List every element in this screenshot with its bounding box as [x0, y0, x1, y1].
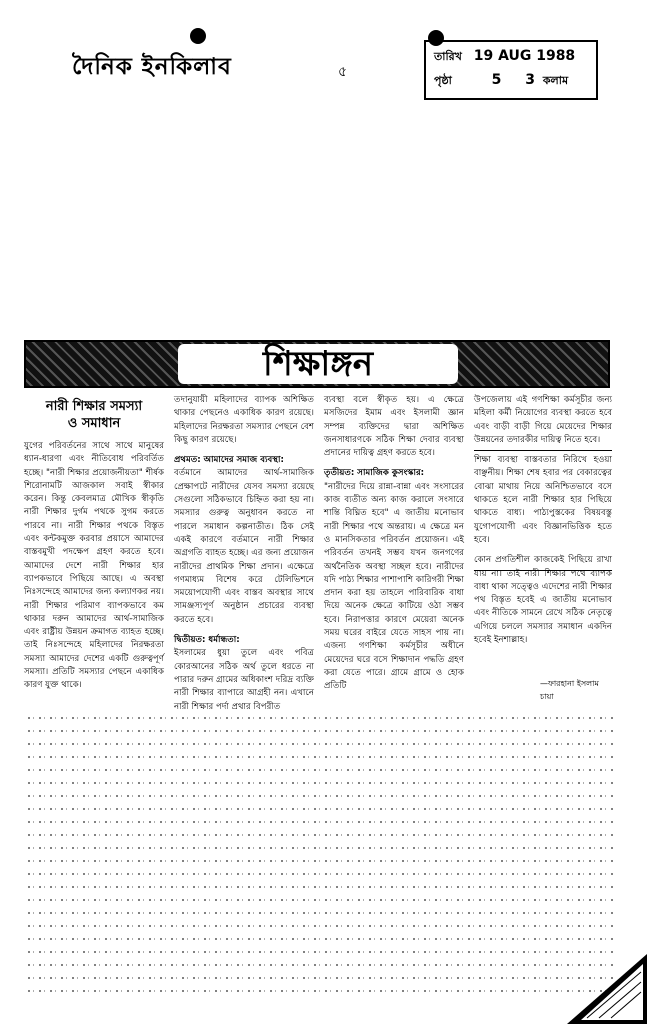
column-2-text-b: বর্তমানে আমাদের আর্থ-সামাজিক প্রেক্ষাপটে নারীদের যেসব সমস্যা রয়েছে সেগুলো সঠিকভাবে চিহ্নিত করা হয় না। সমস্যার গুরুত্ব অনুধাবন করতে না পারলে সমাধান কল্পনাতীত। ঠিক সেই একই কারণে বর্তমানে নারী শিক্ষার অগ্রগতি ব্যাহত হচ্ছে। এর জন্য প্রয়োজন নারীদের প্রাথমিক শিক্ষা প্রদান। এক্ষেত্রে গণমাধ্যম বিশেষ করে টেলিভিশনে সময়োপযোগী এবং বাস্তব অবস্থার সাথে সামঞ্জস্যপূর্ণ অনুষ্ঠান প্রচারের ব্যবস্থা করতে হবে। — [174, 468, 314, 625]
column-4-text-b: শিক্ষা ব্যবস্থা বাস্তবতার নিরিখে হওয়া বাঞ্ছনীয়। শিক্ষা শেষ হবার পর বেকারত্বের বোঝা মাথায় নিয়ে অনিশ্চিতভাবে বসে থাকতে হলে নারী শিক্ষার হার পিছিয়ে থাকতে বাধ্য। পাঠ্যপুস্তকের বিষয়বস্তু যুগোপযোগী এবং বিজ্ঞানভিত্তিক হতে হবে। — [474, 455, 612, 545]
punch-hole-left — [190, 28, 206, 44]
handwritten-mark: ৫ — [338, 64, 348, 80]
article-byline: —ফারহানা ইসলাম চায়া — [540, 679, 599, 701]
column-2-text-a: তদানুযায়ী মহিলাদের ব্যাপক অশিক্ষিত থাকার পেছনেও একাধিক কারণ রয়েছে। মহিলাদের নিরক্ষরতা সমস্যার পেছনে বেশ কিছু কারণ রয়েছে। — [174, 395, 314, 445]
section-banner — [24, 340, 610, 388]
banner-title: শিক্ষাঙ্গন — [178, 344, 458, 384]
column-4-text-a: উপজেলায় এই গণশিক্ষা কর্মসূচীর জন্য মহিলা কর্মী নিয়োগের ব্যবস্থা করতে হবে এবং বাড়ী বাড়ী গিয়ে মেয়েদের শিক্ষার উন্নয়নের তদারকীর দায়িত্ব নিতে হবে। — [474, 395, 612, 445]
date-stamp — [424, 40, 598, 100]
stamp-date-value: 19 AUG 1988 — [473, 48, 576, 64]
illegible-faded-text — [28, 712, 614, 992]
article-column-4 — [474, 394, 612, 700]
column-3-text-b: "নারীদের দিয়ে রান্না-বান্না এবং সংসারের কাজ ব্যতীত অন্য কাজ করালে সংসারে শান্তি বিঘ্নিত হবে" এ জাতীয় মনোভাব নারী শিক্ষার পথে অন্তরায়। এ ক্ষেত্রে মন ও মানসিকতার পরিবর্তন প্রয়োজন। এই পরিবর্তন তখনই সম্ভব যখন জনগণের অর্থনৈতিক অবস্থা সচ্ছল হবে। নারীদের যদি পাঠ্য শিক্ষার পাশাপাশি কারিগরী শিক্ষা প্রদান করা হয় তাহলে পারিবারিক বাধা দিয়ে অনেক ক্ষেত্রে কাটিয়ে ওঠা সম্ভব হবে। নিরাপত্তার কারণে মেয়েরা অনেক সময় ঘরের বাইরে যেতে সাহস পায় না। এজন্য গণশিক্ষা কর্মসূচীর অধীনে মেয়েদের ঘরে বসে শিক্ষাদান পদ্ধতি গ্রহণ করা যেতে পারে। গ্রামে গ্রামে ও হোক প্রতিটি — [324, 481, 464, 692]
stamp-column-label: কলাম — [542, 74, 569, 87]
headline-line-1: নারী শিক্ষার সমস্যা — [45, 399, 143, 414]
column-2-text-c: ইসলামের ধুয়া তুলে এবং পবিত্র কোরআনের সঠিক অর্থ তুলে ধরতে না পারার দরুন গ্রামের অধিকাংশ দরিদ্র ব্যক্তি নারী শিক্ষার ব্যাপারে আগ্রহী নন। এখানে নারী শিক্ষার পর্দা প্রথার বিপরীত — [174, 648, 314, 712]
column-3-subhead-1: তৃতীয়ত: সামাজিক কুসংস্কার: — [324, 468, 425, 479]
newspaper-clipping — [20, 338, 612, 712]
stamp-date-row — [434, 48, 575, 67]
stamp-date-label: তারিখ — [434, 50, 462, 63]
stamp-page-row — [434, 72, 568, 91]
article-headline — [24, 398, 164, 432]
article-column-1 — [24, 394, 164, 706]
column-4-divider-1 — [474, 450, 612, 451]
headline-line-2: ও সমাধান — [67, 416, 121, 431]
stamp-page-value: 5 — [491, 72, 502, 88]
article-column-3 — [324, 394, 464, 700]
column-2-subhead-2: দ্বিতীয়ত: ধর্মান্ধতা: — [174, 635, 240, 646]
column-4-text-c: কোন প্রগতিশীল কাজকেই পিছিয়ে রাখা যায় না। তাই নারী শিক্ষার পথে ব্যাপক বাধা থাকা সত্ত্বেও এদেশের নারী শিক্ষার পথ বিস্তৃত হবেই এ জাতীয় মনোভাব এবং নীতিকে সামনে রেখে সঠিক নেতৃত্বে এগিয়ে চললে সমস্যার সমাধান একদিন হবেই ইনশাল্লাহ। — [474, 555, 612, 646]
column-1-text: যুগের পরিবর্তনের সাথে সাথে মানুষের ধ্যান-ধারণা এবং নীতিবোধ পরিবর্তিত হচ্ছে। "নারী শিক্ষার প্রয়োজনীয়তা" শীর্ষক শিরোনামটি আজকাল সবাই স্বীকার করেন। কিন্তু কেবলমাত্র মৌখিক স্বীকৃতি নারী শিক্ষার দুর্গম পথকে সুগম করতে পারবে না। নারী শিক্ষার পথকে বিস্তৃত এবং কন্টকমুক্ত করবার প্রয়াসে আমাদের বাস্তবমুখী পদক্ষেপ গ্রহণ করতে হবে। আমাদের দেশে নারী শিক্ষার হার ব্যাপকভাবে পিছিয়ে আছে। এ অবস্থা নিঃসন্দেহে আমাদের জন্য কল্যাণকর নয়। নারী শিক্ষার পরিমাণ ব্যাপকভাবে কম থাকার দরুন আমাদের আর্থ-সামাজিক এবং রাষ্ট্রীয় উন্নয়ন ক্রমাগত ব্যাহত হচ্ছে। তাই নিঃসন্দেহে মহিলাদের নিরক্ষরতা সমস্যা আমাদের দেশের একটি গুরুত্বপূর্ণ সমস্যা। প্রতিটি সমস্যার পেছনে একাধিক কারণ যুক্ত থাকে। — [24, 441, 164, 691]
stamp-page-label: পৃষ্ঠা — [434, 74, 452, 87]
newspaper-masthead: দৈনিক ইনকিলাব — [72, 54, 232, 80]
torn-corner — [547, 954, 647, 1024]
stamp-column-value: 3 — [525, 72, 536, 88]
article-column-2 — [174, 394, 314, 712]
column-3-text-a: ব্যবস্থা বলে স্বীকৃত হয়। এ ক্ষেত্রে মসজিদের ইমাম এবং ইসলামী জ্ঞান সম্পন্ন ব্যক্তিদের দ্বারা অশিক্ষিত জনসাধারণকে সঠিক শিক্ষা দেবার ব্যবস্থা প্রদানের দায়িত্ব গ্রহণ করতে হবে। — [324, 395, 464, 459]
column-4-divider-2 — [474, 570, 612, 571]
column-2-subhead-1: প্রথমত: আমাদের সমাজ ব্যবস্থা: — [174, 455, 284, 466]
